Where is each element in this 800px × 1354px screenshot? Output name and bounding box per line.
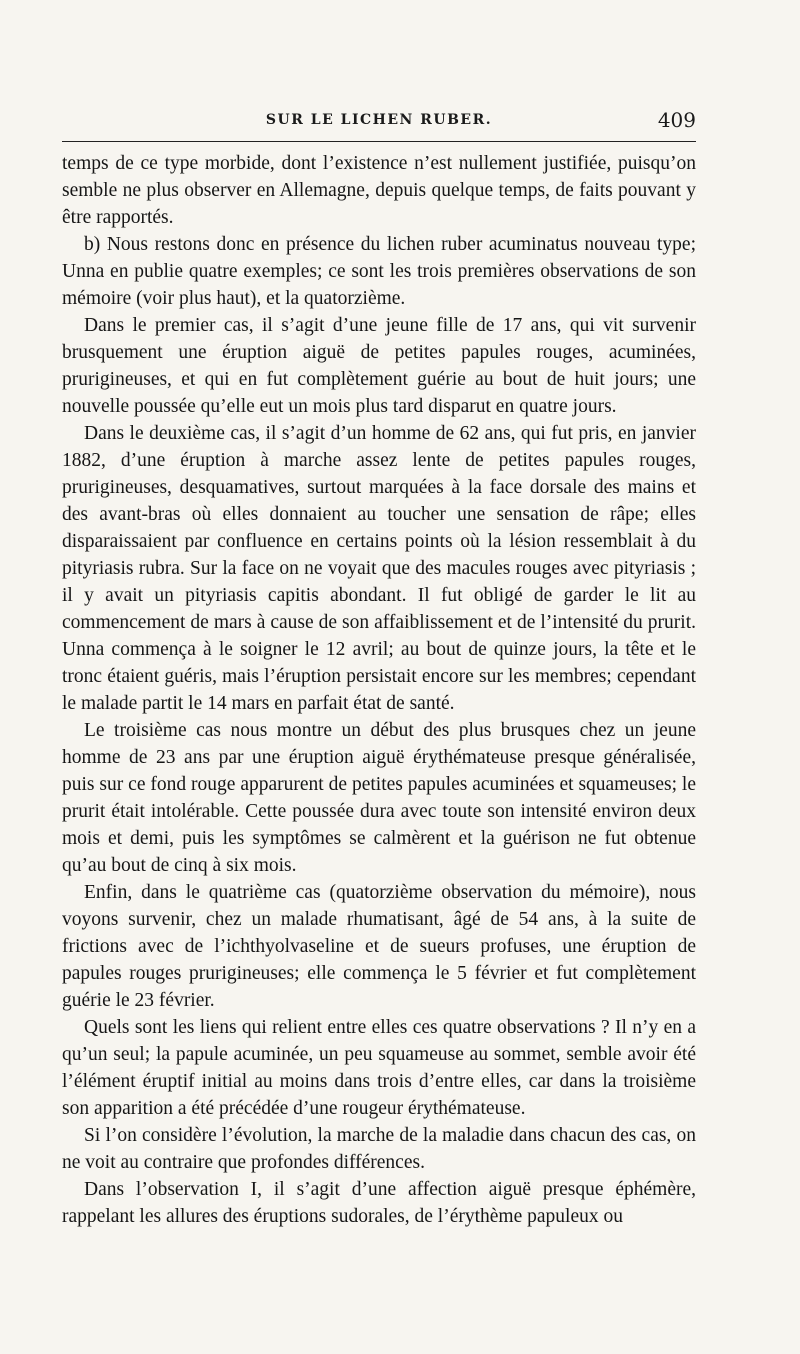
header-rule	[62, 141, 696, 142]
paragraph: Si l’on considère l’évolution, la marche de la maladie dans chacun des cas, on ne voit au contraire que profondes différences.	[62, 1125, 696, 1173]
body-text	[62, 150, 696, 1230]
paragraph: Enfin, dans le quatrième cas (quatorzième observation du mémoire), nous voyons survenir, chez un malade rhumatisant, âgé de 54 ans, à la suite de frictions avec de l’ichthyolvaseline et de sueurs profuses, une éruption de papules rouges prurigineuses; elle commença le 5 février et fut complètement guérie le 23 février.	[62, 882, 696, 1011]
running-head	[62, 108, 696, 132]
page-number: 409	[657, 108, 696, 132]
running-title: SUR LE LICHEN RUBER.	[265, 112, 493, 128]
paragraph: b) Nous restons donc en présence du lichen ruber acuminatus nouveau type; Unna en publie quatre exemples; ce sont les trois premières observations de son mémoire (voir plus haut), et la quatorzième.	[62, 234, 696, 309]
paragraph: Le troisième cas nous montre un début des plus brusques chez un jeune homme de 23 ans par une éruption aiguë érythémateuse presque généralisée, puis sur ce fond rouge apparurent de petites papules acuminées et squameuses; le prurit était intolérable. Cette poussée dura avec toute son intensité environ deux mois et demi, puis les symptômes se calmèrent et la guérison ne fut obtenue qu’au bout de cinq à six mois.	[62, 720, 696, 876]
paragraph: Dans le premier cas, il s’agit d’une jeune fille de 17 ans, qui vit survenir brusquement une éruption aiguë de petites papules rouges, acuminées, prurigineuses, et qui en fut complètement guérie au bout de huit jours; une nouvelle poussée qu’elle eut un mois plus tard disparut en quatre jours.	[62, 315, 696, 417]
paragraph: Quels sont les liens qui relient entre elles ces quatre observations ? Il n’y en a qu’un seul; la papule acuminée, un peu squameuse au sommet, semble avoir été l’élément éruptif initial au moins dans trois d’entre elles, car dans la troisième son apparition a été précédée d’une rougeur érythémateuse.	[62, 1017, 696, 1119]
paragraph: Dans le deuxième cas, il s’agit d’un homme de 62 ans, qui fut pris, en janvier 1882, d’une éruption à marche assez lente de petites papules rouges, prurigineuses, desquamatives, surtout marquées à la face dorsale des mains et des avant-bras où elles donnaient au toucher une sensation de râpe; elles disparaissaient par confluence en certains points où la lésion ressemblait à du pityriasis rubra. Sur la face on ne voyait que des macules rouges avec pityriasis ; il y avait un pityriasis capitis abondant. Il fut obligé de garder le lit au commencement de mars à cause de son affaiblissement et de l’intensité du prurit. Unna commença à le soigner le 12 avril; au bout de quinze jours, la tête et le tronc étaient guéris, mais l’éruption persistait encore sur les membres; cependant le malade partit le 14 mars en parfait état de santé.	[62, 423, 696, 714]
paragraph: Dans l’observation I, il s’agit d’une affection aiguë presque éphémère, rappelant les allures des éruptions sudorales, de l’érythème papuleux ou	[62, 1179, 696, 1227]
paragraph: temps de ce type morbide, dont l’existence n’est nullement justifiée, puisqu’on semble ne plus observer en Allemagne, depuis quelque temps, de faits pouvant y être rapportés.	[62, 153, 696, 228]
